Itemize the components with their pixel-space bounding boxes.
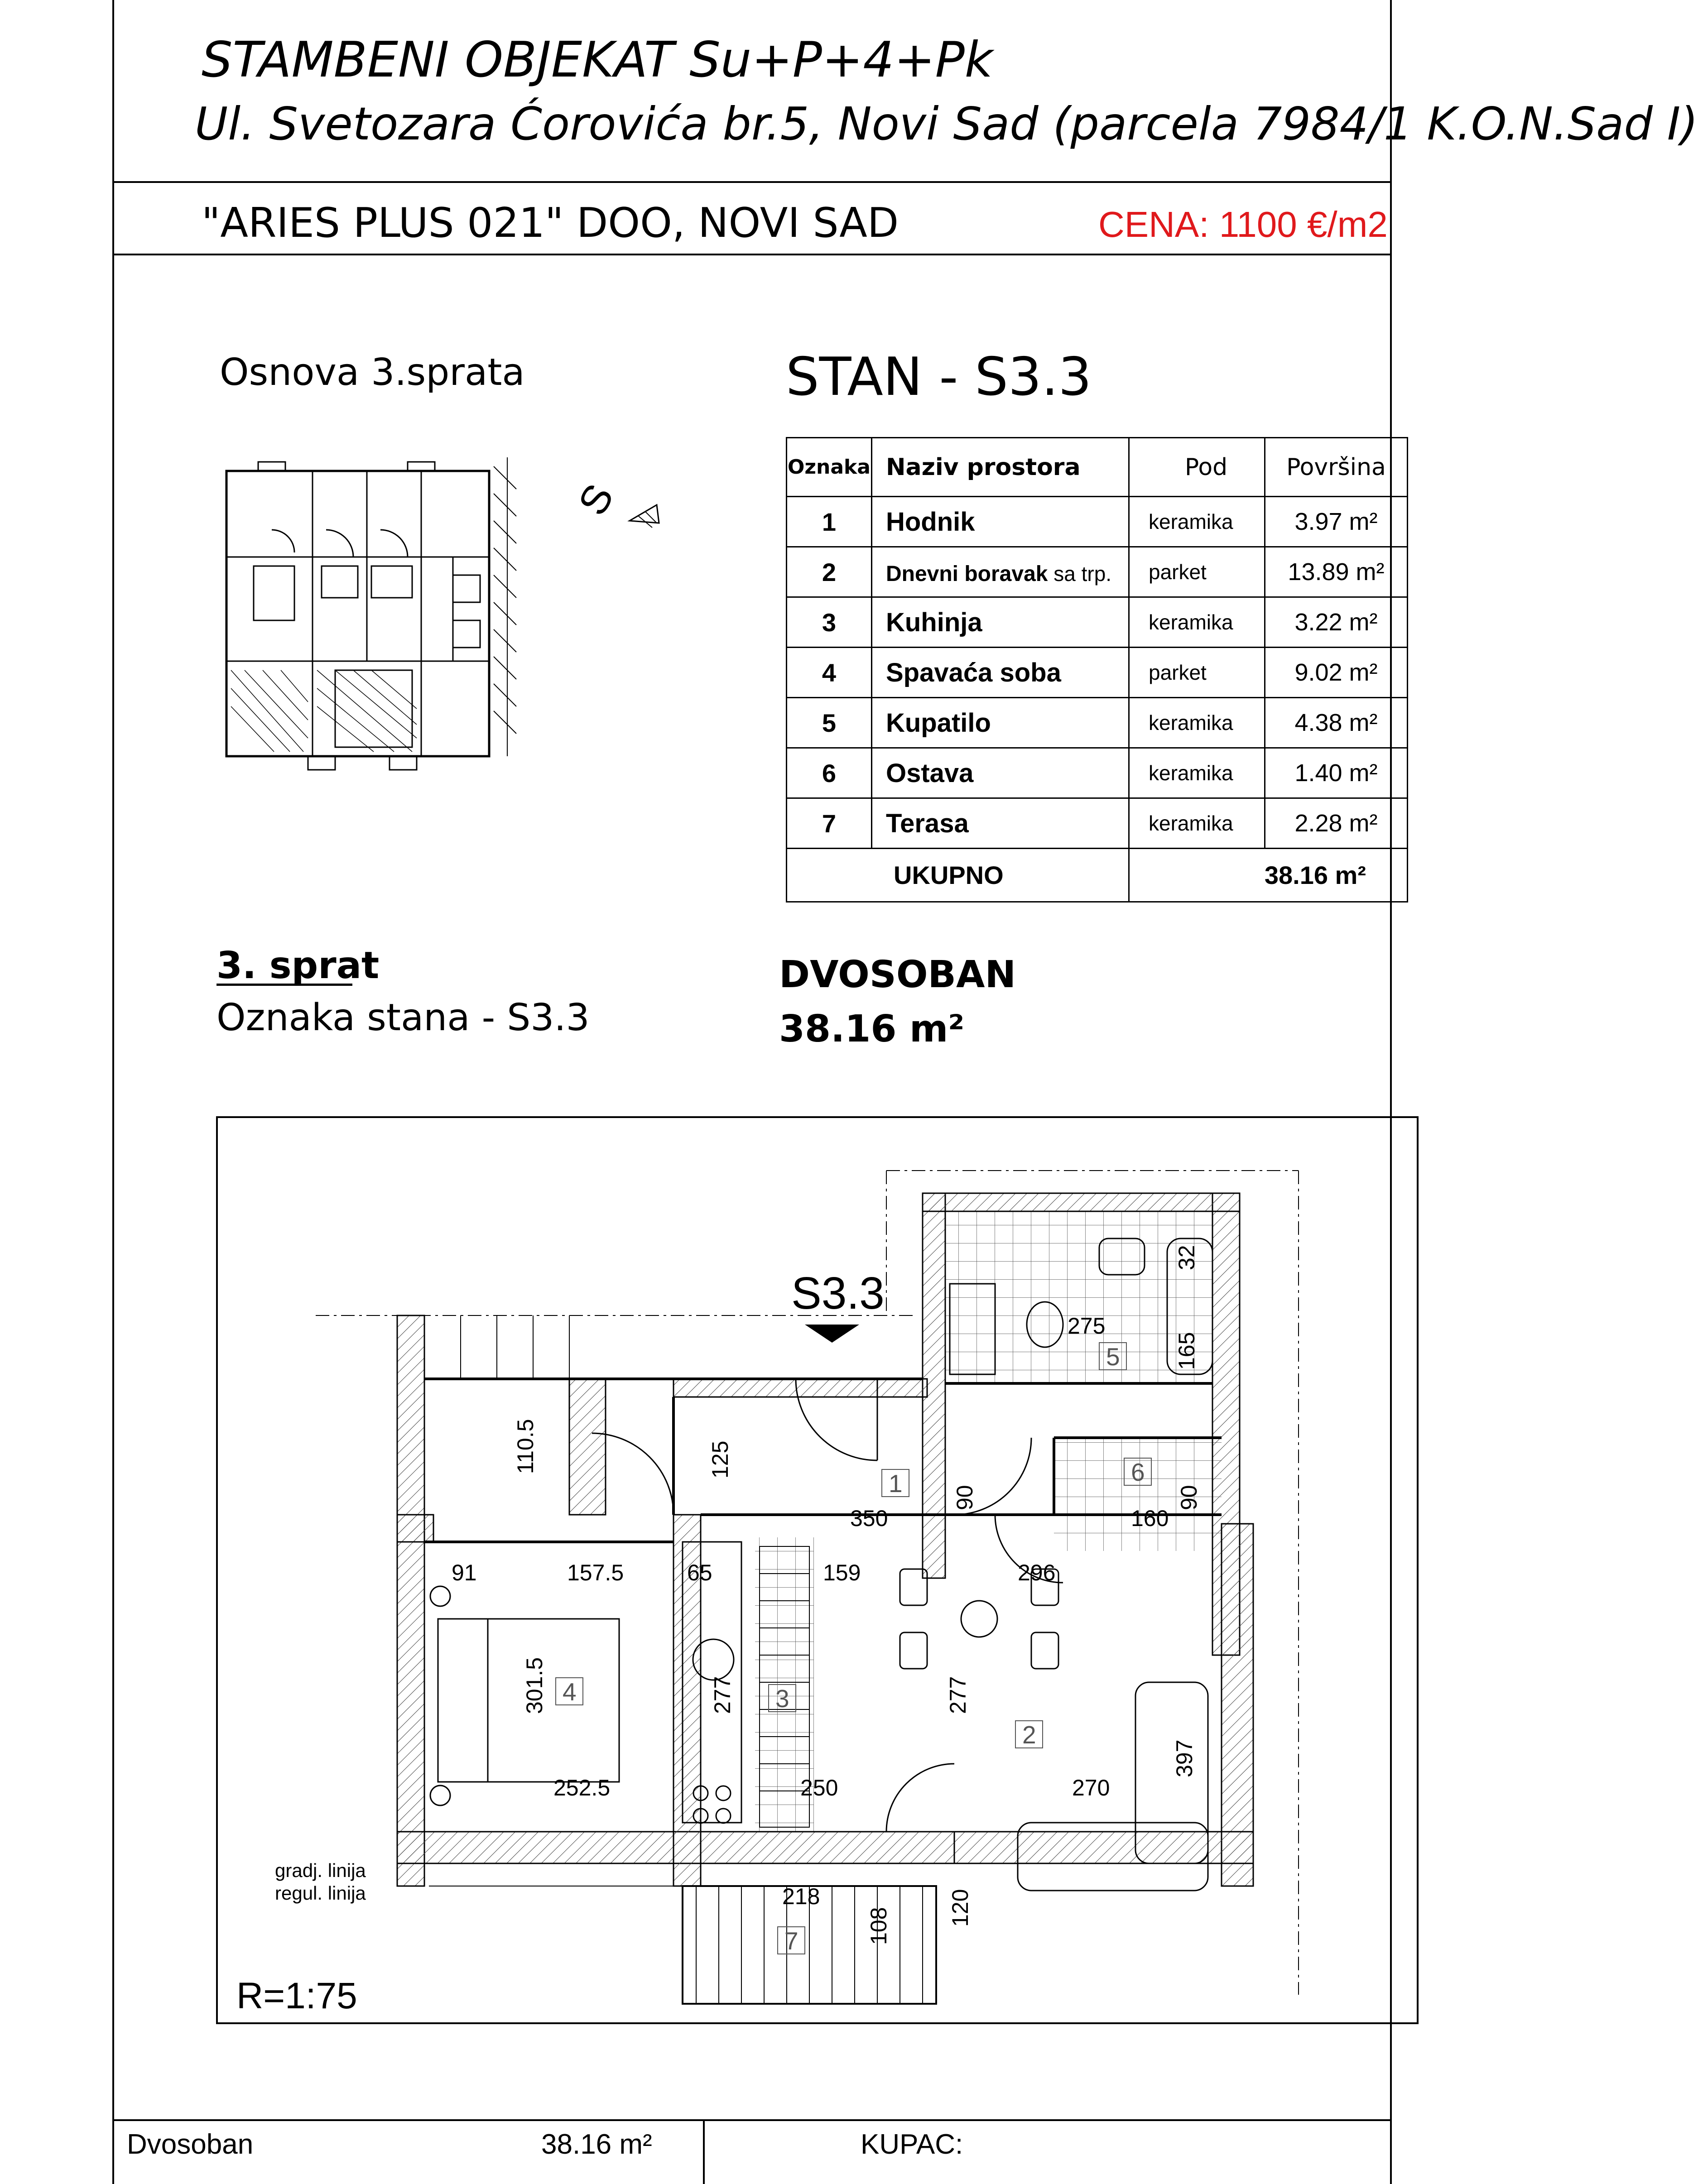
footer-divider-vertical xyxy=(703,2119,705,2184)
dimension-label: 275 xyxy=(1068,1313,1106,1339)
rooms-table-header xyxy=(787,438,1408,497)
room-area: 2.28 m² xyxy=(1265,798,1407,849)
dimension-label: 250 xyxy=(800,1775,838,1800)
room-name-text: Kuhinja xyxy=(885,607,982,637)
room-name-text: Terasa xyxy=(885,808,969,838)
room-floor: keramika xyxy=(1129,497,1265,547)
room-number-marker: 1 xyxy=(889,1469,903,1498)
table-row xyxy=(787,497,1408,547)
dimension-label: 160 xyxy=(1131,1506,1169,1531)
total-value: 38.16 m² xyxy=(1129,849,1407,902)
room-name-text: Ostava xyxy=(885,758,974,788)
table-row xyxy=(787,798,1408,849)
room-name xyxy=(871,748,1129,798)
dimension-label: 32 xyxy=(1174,1245,1199,1270)
footer-type: Dvosoban xyxy=(127,2129,254,2160)
table-row xyxy=(787,597,1408,648)
building-title: STAMBENI OBJEKAT Su+P+4+Pk xyxy=(202,32,993,88)
table-row xyxy=(787,748,1408,798)
room-num: 5 xyxy=(787,698,872,748)
room-name-text: Hodnik xyxy=(885,507,975,537)
room-name xyxy=(871,497,1129,547)
room-name xyxy=(871,648,1129,698)
dimension-label: 301.5 xyxy=(522,1657,547,1714)
table-row xyxy=(787,547,1408,597)
footer-buyer-label: KUPAC: xyxy=(861,2129,963,2160)
room-num: 4 xyxy=(787,648,872,698)
room-name-suffix: sa trp. xyxy=(1048,562,1112,586)
dimension-label: 270 xyxy=(1072,1775,1110,1800)
room-num: 3 xyxy=(787,597,872,648)
room-area: 3.22 m² xyxy=(1265,597,1407,648)
table-row xyxy=(787,648,1408,698)
room-area: 4.38 m² xyxy=(1265,698,1407,748)
dimension-label: 110.5 xyxy=(513,1419,538,1474)
room-num: 6 xyxy=(787,748,872,798)
legend-regulation-line: regul. linija xyxy=(275,1882,366,1904)
dimension-label: 277 xyxy=(710,1676,735,1714)
header-num: Oznaka xyxy=(787,438,872,497)
room-number-marker: 2 xyxy=(1022,1721,1036,1749)
floor-heading-text: 3. sprat xyxy=(216,944,380,987)
apartment-floor-plan xyxy=(216,1116,1419,2024)
building-key-plan xyxy=(217,448,525,779)
dimension-label: 277 xyxy=(945,1676,971,1714)
room-name xyxy=(871,597,1129,648)
unit-area xyxy=(779,1008,964,1051)
floor-heading xyxy=(216,944,379,986)
room-num: 2 xyxy=(787,547,872,597)
room-floor: keramika xyxy=(1129,798,1265,849)
room-area: 3.97 m² xyxy=(1265,497,1407,547)
unit-area-unit: m² xyxy=(909,1008,965,1051)
room-name xyxy=(871,798,1129,849)
unit-area-value: 38.16 xyxy=(779,1008,897,1051)
plan-scale: R=1:75 xyxy=(236,1975,357,2016)
room-name-text: Kupatilo xyxy=(885,708,991,738)
room-floor: parket xyxy=(1129,648,1265,698)
room-name xyxy=(871,698,1129,748)
building-address: Ul. Svetozara Ćorovića br.5, Novi Sad (parcela 7984/1 K.O.N.Sad I) xyxy=(195,97,1698,150)
dimension-label: 90 xyxy=(952,1485,977,1510)
room-area: 13.89 m² xyxy=(1265,547,1407,597)
company-divider xyxy=(112,254,1392,255)
dimension-label: 91 xyxy=(452,1560,477,1585)
entrance-arrow-icon xyxy=(805,1325,859,1343)
floor-plan-label: Osnova 3.sprata xyxy=(220,351,525,394)
dimension-label: 350 xyxy=(850,1506,888,1531)
compass-north-icon xyxy=(562,448,679,548)
room-floor: parket xyxy=(1129,547,1265,597)
rooms-table xyxy=(786,437,1408,902)
room-number-marker: 6 xyxy=(1131,1458,1145,1486)
room-name xyxy=(871,547,1129,597)
total-label: UKUPNO xyxy=(787,849,1129,902)
unit-title: STAN - S3.3 xyxy=(786,346,1092,408)
dimension-label: 65 xyxy=(687,1560,712,1585)
room-number-marker: 5 xyxy=(1106,1343,1120,1371)
dimension-label: 120 xyxy=(948,1889,973,1927)
room-number-marker: 7 xyxy=(784,1927,798,1955)
header-floor: Pod xyxy=(1129,438,1265,497)
dimension-label: 90 xyxy=(1176,1485,1202,1510)
table-row xyxy=(787,698,1408,748)
unit-type: DVOSOBAN xyxy=(779,953,1016,996)
room-name-text: Dnevni boravak xyxy=(885,562,1048,586)
room-floor: keramika xyxy=(1129,698,1265,748)
header-divider xyxy=(112,181,1392,183)
compass-letter: S xyxy=(570,476,623,523)
dimension-label: 165 xyxy=(1174,1332,1199,1370)
header-name: Naziv prostora xyxy=(871,438,1129,497)
dimension-label: 108 xyxy=(866,1907,891,1945)
footer-area: 38.16 m² xyxy=(541,2129,652,2160)
dimension-label: 125 xyxy=(707,1440,733,1478)
table-total-row xyxy=(787,849,1408,902)
dimension-label: 159 xyxy=(823,1560,861,1585)
dimension-label: 397 xyxy=(1172,1739,1197,1777)
room-number-marker: 3 xyxy=(775,1685,789,1713)
company-name: "ARIES PLUS 021" DOO, NOVI SAD xyxy=(202,199,899,247)
footer-divider xyxy=(112,2119,1392,2121)
room-num: 1 xyxy=(787,497,872,547)
room-number-marker: 4 xyxy=(563,1678,577,1706)
dimension-label: 157.5 xyxy=(567,1560,624,1585)
room-area: 1.40 m² xyxy=(1265,748,1407,798)
dimension-label: 296 xyxy=(1018,1560,1056,1585)
dimension-label: 252.5 xyxy=(553,1775,611,1800)
plan-unit-label: S3.3 xyxy=(791,1268,885,1319)
room-name-text: Spavaća soba xyxy=(885,658,1061,687)
room-floor: keramika xyxy=(1129,748,1265,798)
legend-building-line: gradj. linija xyxy=(275,1860,366,1881)
room-area: 9.02 m² xyxy=(1265,648,1407,698)
room-floor: keramika xyxy=(1129,597,1265,648)
unit-designation: Oznaka stana - S3.3 xyxy=(216,996,590,1039)
room-num: 7 xyxy=(787,798,872,849)
header-area: Površina xyxy=(1265,438,1407,497)
price-label: CENA: 1100 €/m2 xyxy=(1098,204,1388,245)
dimension-label: 218 xyxy=(782,1884,820,1909)
